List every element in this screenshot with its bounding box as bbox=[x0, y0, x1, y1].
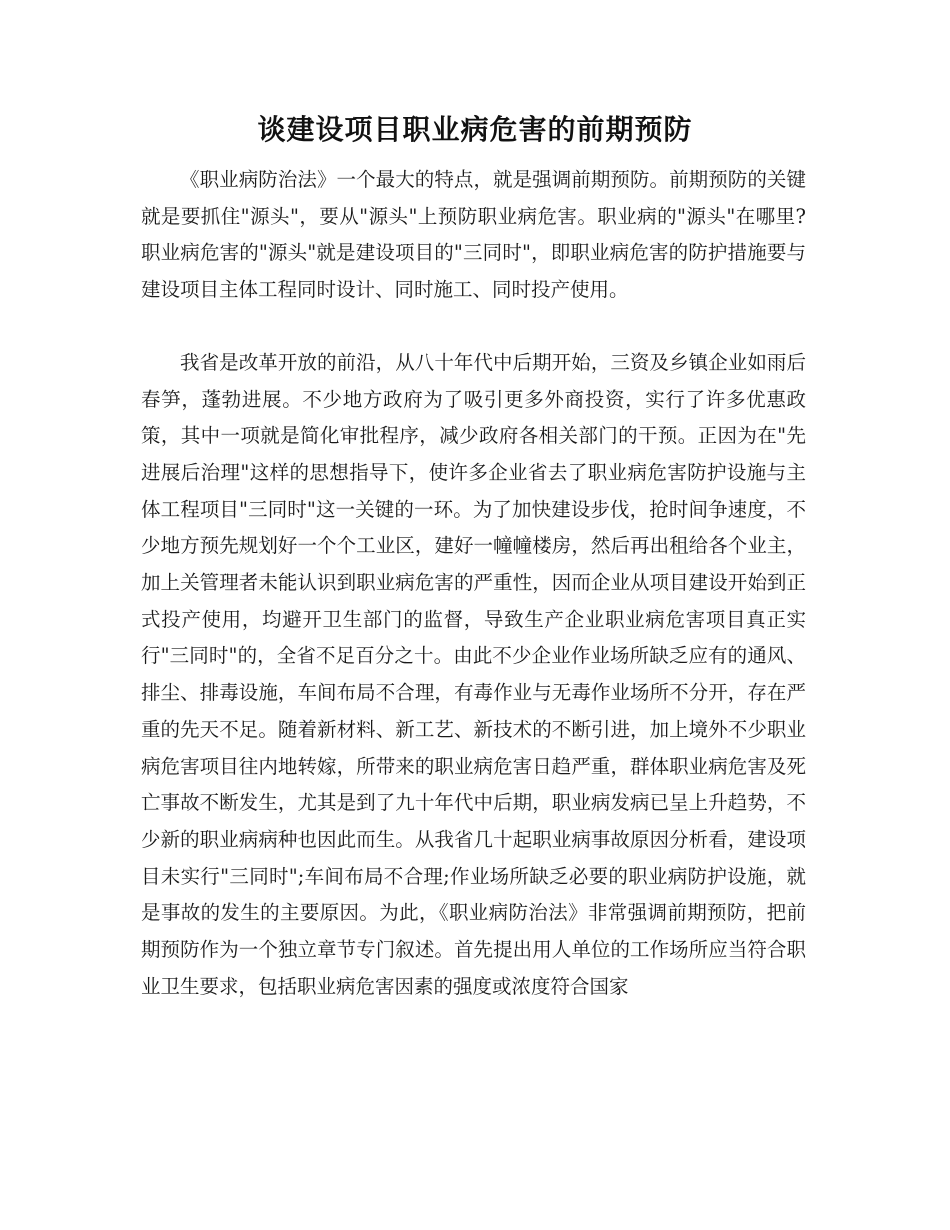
document-body bbox=[141, 162, 806, 1005]
paragraph-1: 《职业病防治法》一个最大的特点，就是强调前期预防。前期预防的关键就是要抓住"源头"，要从"源头"上预防职业病危害。职业病的"源头"在哪里?职业病危害的"源头"就是建设项目的"三同时"，即职业病危害的防护措施要与建设项目主体工程同时设计、同时施工、同时投产使用。 bbox=[141, 168, 806, 302]
paragraph-2: 我省是改革开放的前沿，从八十年代中后期开始，三资及乡镇企业如雨后春笋，蓬勃进展。不少地方政府为了吸引更多外商投资，实行了许多优惠政策，其中一项就是简化审批程序，减少政府各相关部门的干预。正因为在"先进展后治理"这样的思想指导下，使许多企业省去了职业病危害防护设施与主体工程项目"三同时"这一关键的一环。为了加快建设步伐，抢时间争速度，不少地方预先规划好一个个工业区，建好一幢幢楼房，然后再出租给各个业主，加上关管理者未能认识到职业病危害的严重性，因而企业从项目建设开始到正式投产使用，均避开卫生部门的监督，导致生产企业职业病危害项目真正实行"三同时"的，全省不足百分之十。由此不少企业作业场所缺乏应有的通风、排尘、排毒设施，车间布局不合理，有毒作业与无毒作业场所不分开，存在严重的先天不足。随着新材料、新工艺、新技术的不断引进，加上境外不少职业病危害项目往内地转嫁，所带来的职业病危害日趋严重，群体职业病危害及死亡事故不断发生，尤其是到了九十年代中后期，职业病发病已呈上升趋势，不少新的职业病病种也因此而生。从我省几十起职业病事故原因分析看，建设项目未实行"三同时";车间布局不合理;作业场所缺乏必要的职业病防护设施，就是事故的发生的主要原因。为此，《职业病防治法》非常强调前期预防，把前期预防作为一个独立章节专门叙述。首先提出用人单位的工作场所应当符合职业卫生要求，包括职业病危害因素的强度或浓度符合国家 bbox=[141, 350, 806, 998]
document-title: 谈建设项目职业病危害的前期预防 bbox=[257, 113, 693, 146]
